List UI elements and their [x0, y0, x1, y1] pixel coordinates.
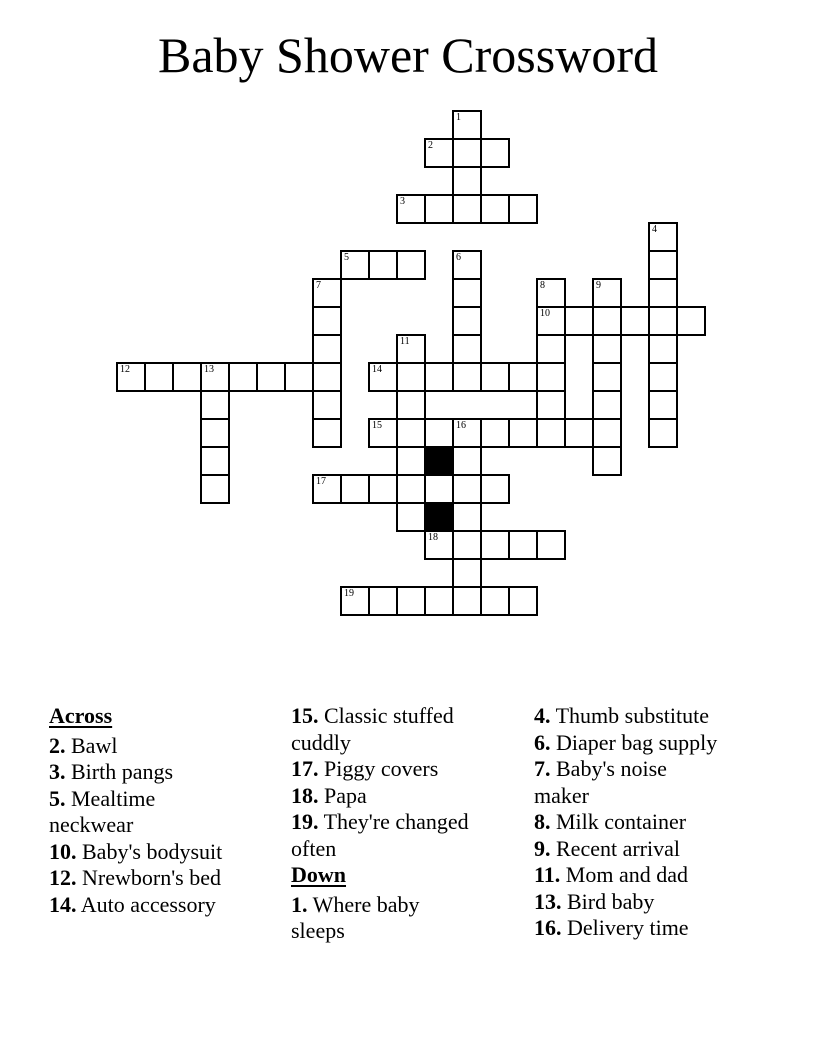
grid-cell: [648, 334, 678, 364]
grid-cell: [452, 110, 482, 140]
grid-cell: [368, 250, 398, 280]
grid-cell: [452, 558, 482, 588]
grid-cell: [452, 362, 482, 392]
clue-column-2: [291, 703, 477, 945]
grid-cell: [312, 306, 342, 336]
grid-cell: [396, 586, 426, 616]
clue-item: 18. Papa: [291, 782, 367, 808]
grid-cell: [452, 446, 482, 476]
grid-cell: [424, 138, 454, 168]
grid-cell: [508, 530, 538, 560]
clue-item: 15. Classic stuffed cuddly: [291, 703, 454, 755]
grid-cell: [452, 334, 482, 364]
cell-number: 13: [204, 364, 214, 375]
grid-cell: [648, 390, 678, 420]
grid-cell: [452, 474, 482, 504]
grid-cell: [536, 390, 566, 420]
clue-item: 2. Bawl: [49, 732, 118, 758]
clue-number: 10.: [49, 838, 77, 864]
grid-cell: [480, 530, 510, 560]
cell-number: 10: [540, 308, 550, 319]
grid-cell: [452, 250, 482, 280]
grid-cell: [396, 250, 426, 280]
grid-cell: [648, 222, 678, 252]
grid-cell: [396, 474, 426, 504]
black-cell: [424, 446, 454, 476]
cell-number: 3: [400, 196, 405, 207]
clue-item: 14. Auto accessory: [49, 891, 216, 917]
grid-cell: [312, 278, 342, 308]
grid-cell: [396, 502, 426, 532]
grid-cell: [592, 446, 622, 476]
cell-number: 5: [344, 252, 349, 263]
down-heading: Down: [291, 862, 347, 887]
clue-number: 14.: [49, 891, 77, 917]
grid-cell: [228, 362, 258, 392]
cell-number: 7: [316, 280, 321, 291]
clue-item: 7. Baby's noise maker: [534, 756, 667, 808]
grid-cell: [452, 586, 482, 616]
grid-cell: [508, 418, 538, 448]
grid-cell: [396, 418, 426, 448]
grid-cell: [648, 250, 678, 280]
grid-cell: [424, 362, 454, 392]
clue-item: 4. Thumb substitute: [534, 703, 709, 728]
grid-cell: [592, 390, 622, 420]
grid-cell: [592, 306, 622, 336]
grid-cell: [368, 474, 398, 504]
clue-number: 4.: [534, 703, 551, 728]
grid-cell: [312, 390, 342, 420]
grid-cell: [340, 586, 370, 616]
grid-cell: [452, 502, 482, 532]
cell-number: 9: [596, 280, 601, 291]
clue-column-3: [534, 703, 720, 942]
cell-number: 15: [372, 420, 382, 431]
grid-cell: [508, 362, 538, 392]
grid-cell: [284, 362, 314, 392]
across-heading: Across: [49, 703, 113, 728]
grid-cell: [480, 474, 510, 504]
grid-cell: [536, 278, 566, 308]
grid-cell: [116, 362, 146, 392]
clue-item: 3. Birth pangs: [49, 759, 174, 784]
clue-number: 13.: [534, 888, 562, 914]
grid-cell: [340, 250, 370, 280]
clue-number: 5.: [49, 785, 66, 811]
clue-number: 17.: [291, 756, 319, 781]
grid-cell: [508, 194, 538, 224]
grid-cell: [480, 586, 510, 616]
cell-number: 2: [428, 140, 433, 151]
grid-cell: [452, 278, 482, 308]
black-cell: [424, 502, 454, 532]
grid-cell: [312, 474, 342, 504]
grid-cell: [368, 418, 398, 448]
grid-cell: [424, 194, 454, 224]
grid-cell: [480, 138, 510, 168]
grid-cell: [144, 362, 174, 392]
grid-cell: [536, 306, 566, 336]
clue-item: 16. Delivery time: [534, 915, 689, 940]
clue-number: 19.: [291, 809, 319, 834]
grid-cell: [452, 306, 482, 336]
clue-number: 15.: [291, 703, 319, 728]
grid-cell: [536, 530, 566, 560]
clue-number: 3.: [49, 759, 66, 784]
clue-number: 11.: [534, 862, 561, 887]
grid-cell: [396, 390, 426, 420]
clue-item: 9. Recent arrival: [534, 835, 680, 861]
cell-number: 11: [400, 336, 410, 347]
grid-cell: [592, 362, 622, 392]
grid-cell: [592, 418, 622, 448]
cell-number: 12: [120, 364, 130, 375]
grid-cell: [508, 586, 538, 616]
grid-cell: [200, 446, 230, 476]
clue-item: 19. They're changed often: [291, 809, 469, 861]
grid-cell: [200, 390, 230, 420]
grid-cell: [452, 418, 482, 448]
clue-column-1: [49, 703, 235, 918]
grid-cell: [536, 418, 566, 448]
clue-number: 7.: [534, 756, 551, 781]
clue-number: 18.: [291, 782, 319, 808]
grid-cell: [536, 362, 566, 392]
grid-cell: [648, 278, 678, 308]
clue-number: 16.: [534, 915, 562, 940]
grid-cell: [424, 418, 454, 448]
clue-item: 12. Nrewborn's bed: [49, 865, 221, 890]
grid-cell: [368, 586, 398, 616]
clue-item: 11. Mom and dad: [534, 862, 688, 887]
cell-number: 18: [428, 532, 438, 543]
clue-number: 2.: [49, 732, 66, 758]
grid-cell: [396, 334, 426, 364]
grid-cell: [480, 418, 510, 448]
grid-cell: [648, 418, 678, 448]
grid-cell: [396, 194, 426, 224]
grid-cell: [200, 474, 230, 504]
grid-cell: [620, 306, 650, 336]
clue-item: 10. Baby's bodysuit: [49, 838, 223, 864]
grid-cell: [452, 166, 482, 196]
grid-cell: [200, 418, 230, 448]
grid-cell: [480, 194, 510, 224]
cell-number: 4: [652, 224, 657, 235]
grid-cell: [676, 306, 706, 336]
clue-number: 1.: [291, 891, 308, 917]
grid-cell: [564, 418, 594, 448]
grid-cell: [648, 306, 678, 336]
clue-item: 1. Where baby sleeps: [291, 891, 420, 943]
clue-item: 13. Bird baby: [534, 888, 655, 914]
grid-cell: [452, 194, 482, 224]
clue-item: 5. Mealtime neckwear: [49, 785, 156, 837]
grid-cell: [396, 446, 426, 476]
page-title: Baby Shower Crossword: [158, 27, 658, 83]
clue-number: 12.: [49, 865, 77, 890]
grid-cell: [312, 334, 342, 364]
grid-cell: [200, 362, 230, 392]
grid-cell: [256, 362, 286, 392]
grid-cell: [340, 474, 370, 504]
cell-number: 8: [540, 280, 545, 291]
grid-cell: [452, 530, 482, 560]
grid-cell: [452, 138, 482, 168]
grid-cell: [592, 278, 622, 308]
grid-cell: [312, 418, 342, 448]
grid-cell: [424, 530, 454, 560]
grid-cell: [312, 362, 342, 392]
clue-number: 8.: [534, 809, 551, 834]
cell-number: 19: [344, 588, 354, 599]
grid-cell: [648, 362, 678, 392]
grid-cell: [396, 362, 426, 392]
grid-cell: [564, 306, 594, 336]
grid-cell: [172, 362, 202, 392]
clue-item: 6. Diaper bag supply: [534, 729, 718, 755]
clue-item: 17. Piggy covers: [291, 756, 439, 781]
grid-cell: [536, 334, 566, 364]
cell-number: 16: [456, 420, 466, 431]
grid-cell: [368, 362, 398, 392]
cell-number: 14: [372, 364, 382, 375]
grid-cell: [424, 474, 454, 504]
cell-number: 6: [456, 252, 461, 263]
grid-cell: [592, 334, 622, 364]
clue-number: 6.: [534, 729, 551, 755]
grid-cell: [480, 362, 510, 392]
grid-cell: [424, 586, 454, 616]
clue-number: 9.: [534, 835, 551, 861]
clue-item: 8. Milk container: [534, 809, 687, 834]
cell-number: 1: [456, 112, 461, 123]
cell-number: 17: [316, 476, 326, 487]
